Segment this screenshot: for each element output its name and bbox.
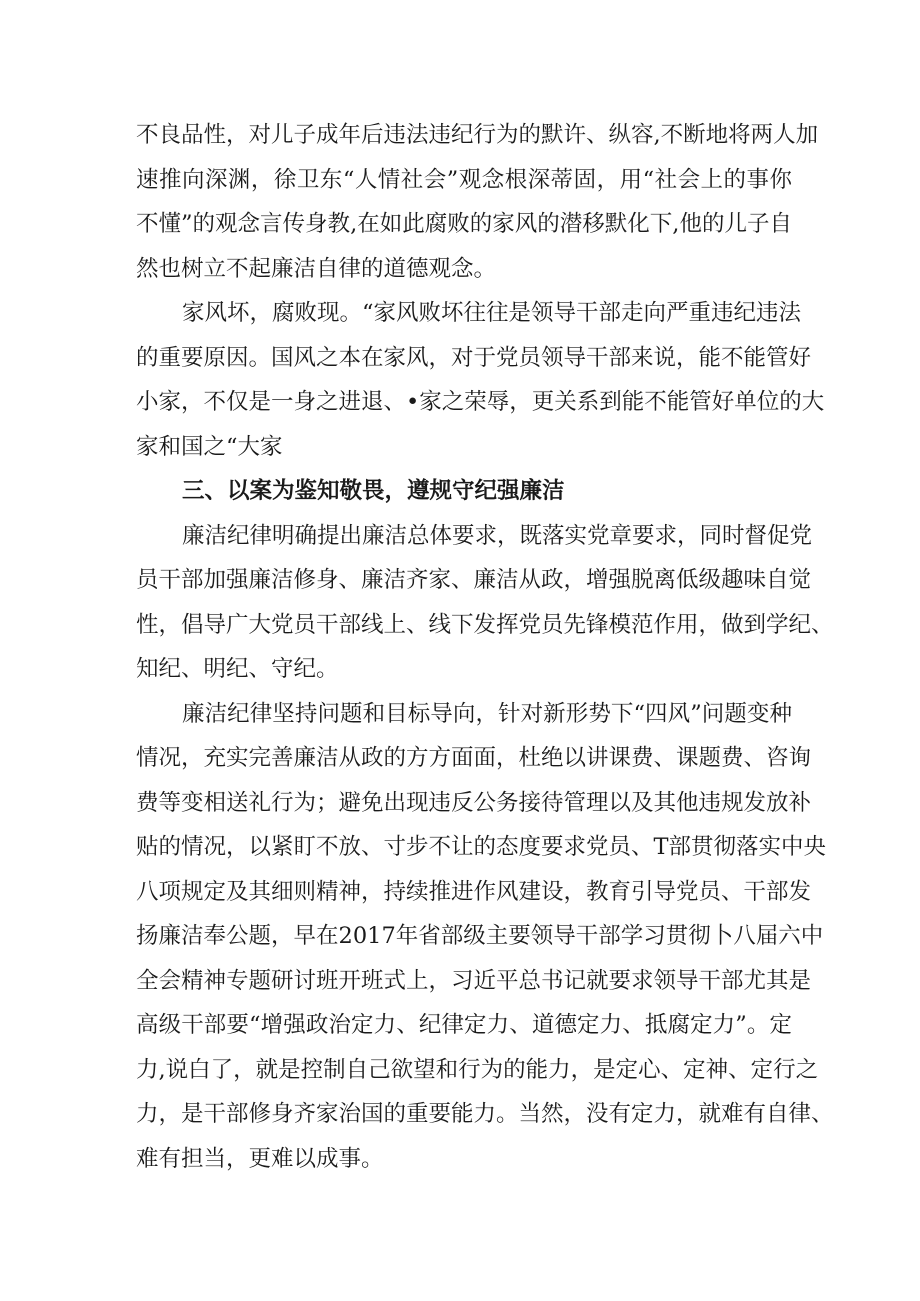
text-line: 然也树立不起廉洁自律的道德观念。 [136,255,497,282]
text-line: 高级干部要“增强政治定力、纪律定力、道德定力、抵腐定力”。定 [136,1012,792,1038]
document-body [136,113,834,1181]
text-line: 知纪、明纪、守纪。 [136,656,339,682]
text-line: 贴的情况，以紧盯不放、寸步不让的态度要求党员、T部贯彻落实中央 [136,834,827,860]
text-line: 不良品性，对儿子成年后违法违纪行为的默许、纵容,不断地将两人加 [136,122,819,148]
text-line: 情况，充实完善廉洁从政的方方面面，杜绝以讲课费、课题费、咨询 [136,745,812,771]
paragraph [136,113,819,291]
paragraph [136,514,834,692]
text-line: 力,说白了，就是控制自己欲望和行为的能力，是定心、定神、定行之 [136,1056,819,1083]
text-line: 的重要原因。国风之本在家风，对于党员领导干部来说，能不能管好 [136,344,812,371]
text-line: 家风坏，腐败现。“家风败坏往往是领导干部走向严重违纪违法 [182,300,802,326]
section-heading [136,469,792,514]
text-line: 速推向深渊，徐卫东“人情社会”观念根深蒂固，用“社会上的事你 [136,166,792,193]
text-line: 全会精神专题研讨班开班式上，习近平总书记就要求领导干部尤其是 [136,967,812,994]
text-line: 难有担当，更难以成事。 [136,1145,384,1172]
text-line: 小家，不仅是一身之进退、•家之荣辱，更关系到能不能管好单位的大 [136,389,825,415]
text-line: 廉洁纪律坚持问题和目标导向，针对新形势下“四风”问题变种 [182,700,792,727]
text-line: 性，倡导广大党员干部线上、线下发挥党员先锋模范作用，做到学纪、 [136,611,834,638]
text-line: 廉洁纪律明确提出廉洁总体要求，既落实党章要求，同时督促党 [182,522,813,549]
text-line: 八项规定及其细则精神，持续推进作风建设，教育引导党员、干部发 [136,878,812,905]
paragraph [136,291,825,469]
text-line: 费等变相送礼行为；避免出现违反公务接待管理以及其他违规发放补 [136,789,812,816]
text-line: 扬廉洁奉公题，早在2017年省部级主要领导干部学习贯彻卜八届六中 [136,923,824,949]
text-line: 员干部加强廉洁修身、廉洁齐家、廉洁从政，增强脱离低级趣味自觉 [136,567,812,593]
text-line: 家和国之“大家 [136,433,283,460]
heading-line: 三、以案为鉴知敬畏，遵规守纪强廉洁 [182,478,565,504]
text-line: 力，是干部修身齐家治国的重要能力。当然，没有定力，就难有自律、 [136,1101,834,1127]
paragraph [136,692,834,1182]
text-line: 不懂”的观念言传身教,在如此腐败的家风的潜移默化下,他的儿子自 [136,211,792,237]
